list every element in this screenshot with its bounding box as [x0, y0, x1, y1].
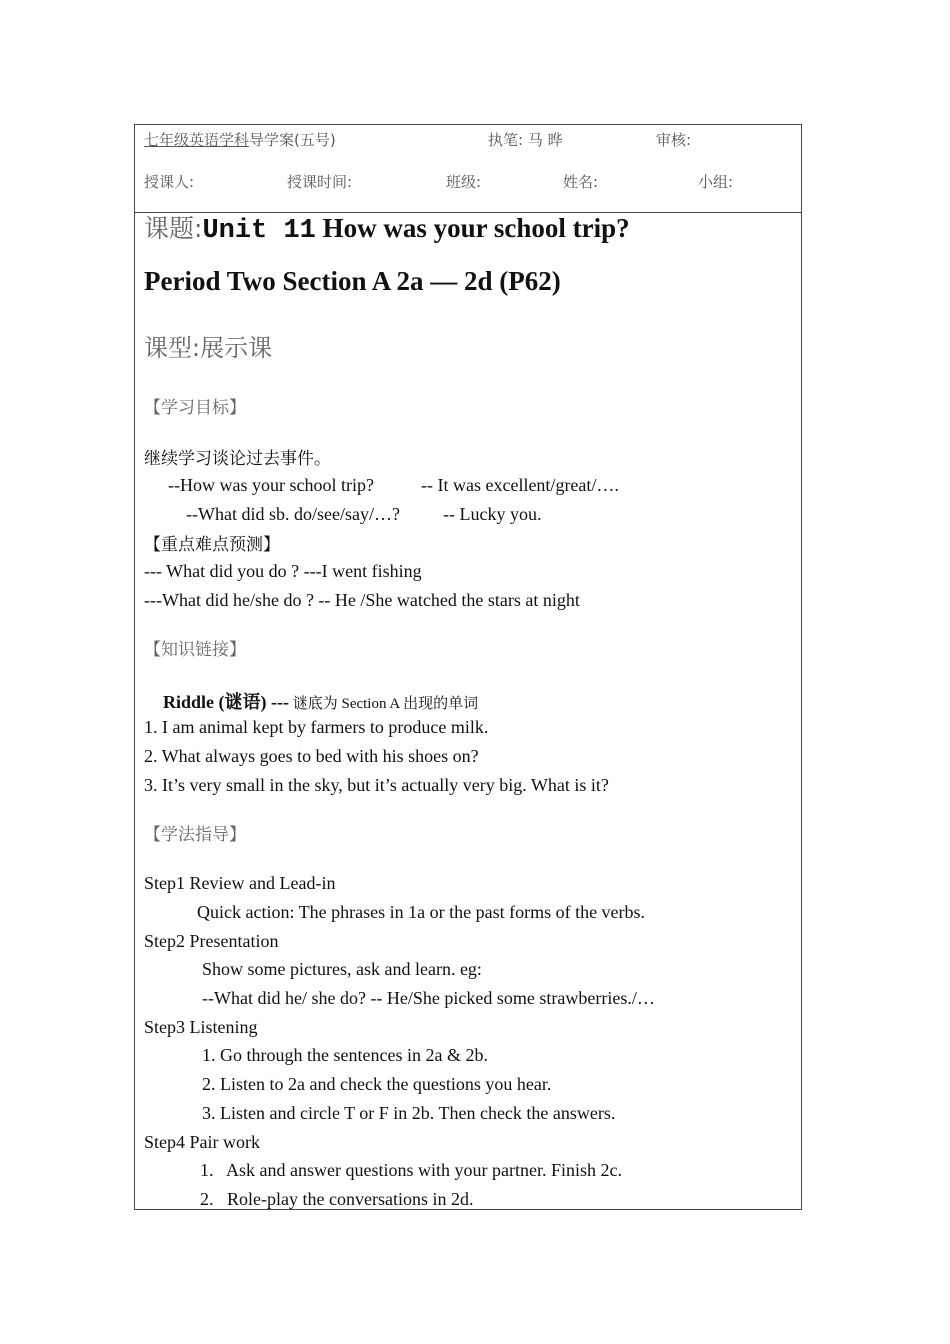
course-title-rest: 导学案(五号) [249, 131, 336, 149]
guide-heading: 【学法指导】 [144, 825, 246, 845]
key-points-heading: 【重点难点预测】 [144, 535, 280, 555]
step3-title: Step3 Listening [144, 1017, 258, 1037]
topic-title [144, 209, 630, 246]
objective-answer-2: -- Lucky you. [443, 504, 542, 524]
worksheet-table [134, 124, 802, 1210]
objective-question-2: --What did sb. do/see/say/…? [186, 504, 400, 524]
step4-item-1: 1. Ask and answer questions with your partner. Finish 2c. [200, 1160, 622, 1180]
step1-detail: Quick action: The phrases in 1a or the past forms of the verbs. [197, 902, 646, 922]
period-line: Period Two Section A 2a — 2d (P62) [144, 266, 561, 296]
name-label: 姓名: [563, 173, 599, 191]
course-title-underlined: 七年级英语学科 [144, 131, 250, 149]
step3-item-1: 1. Go through the sentences in 2a & 2b. [202, 1045, 488, 1065]
lesson-type: 课型:展示课 [144, 334, 273, 362]
riddle-note: 谜底为 Section A 出现的单词 [288, 696, 479, 712]
step4-title: Step4 Pair work [144, 1132, 260, 1152]
key-point-2: ---What did he/she do ? -- He /She watched the stars at night [144, 590, 580, 610]
class-label: 班级: [446, 173, 482, 191]
header-row [135, 125, 801, 213]
teacher-label: 授课人: [144, 173, 195, 191]
step2-detail-2: --What did he/ she do? -- He/She picked some strawberries./… [202, 988, 655, 1008]
topic-label: 课题: [144, 214, 203, 243]
step2-detail-1: Show some pictures, ask and learn. eg: [202, 959, 482, 979]
topic-title-text: How was your school trip? [315, 213, 630, 243]
objectives-heading: 【学习目标】 [144, 398, 246, 418]
riddle-2: 2. What always goes to bed with his shoes on? [144, 746, 479, 766]
riddle-title [163, 688, 478, 714]
objective-question-1: --How was your school trip? [168, 475, 374, 495]
key-point-1: --- What did you do ? ---I went fishing [144, 561, 422, 581]
unit-word: Unit 11 [202, 216, 316, 246]
author-label: 执笔: 马 晔 [488, 131, 563, 149]
time-label: 授课时间: [287, 173, 353, 191]
reviewer-label: 审核: [656, 131, 692, 149]
step3-item-3: 3. Listen and circle T or F in 2b. Then check the answers. [202, 1103, 616, 1123]
group-label: 小组: [698, 173, 734, 191]
step4-item-2: 2. Role-play the conversations in 2d. [200, 1189, 474, 1209]
riddle-title-bold: Riddle (谜语) --- [163, 692, 289, 712]
course-title [144, 129, 336, 150]
riddle-3: 3. It’s very small in the sky, but it’s actually very big. What is it? [144, 775, 609, 795]
objectives-intro: 继续学习谈论过去事件。 [144, 449, 331, 469]
objective-answer-1: -- It was excellent/great/…. [421, 475, 619, 495]
riddle-1: 1. I am animal kept by farmers to produce milk. [144, 717, 489, 737]
step3-item-2: 2. Listen to 2a and check the questions you hear. [202, 1074, 552, 1094]
step1-title: Step1 Review and Lead-in [144, 873, 336, 893]
step2-title: Step2 Presentation [144, 931, 279, 951]
knowledge-heading: 【知识链接】 [144, 640, 246, 660]
